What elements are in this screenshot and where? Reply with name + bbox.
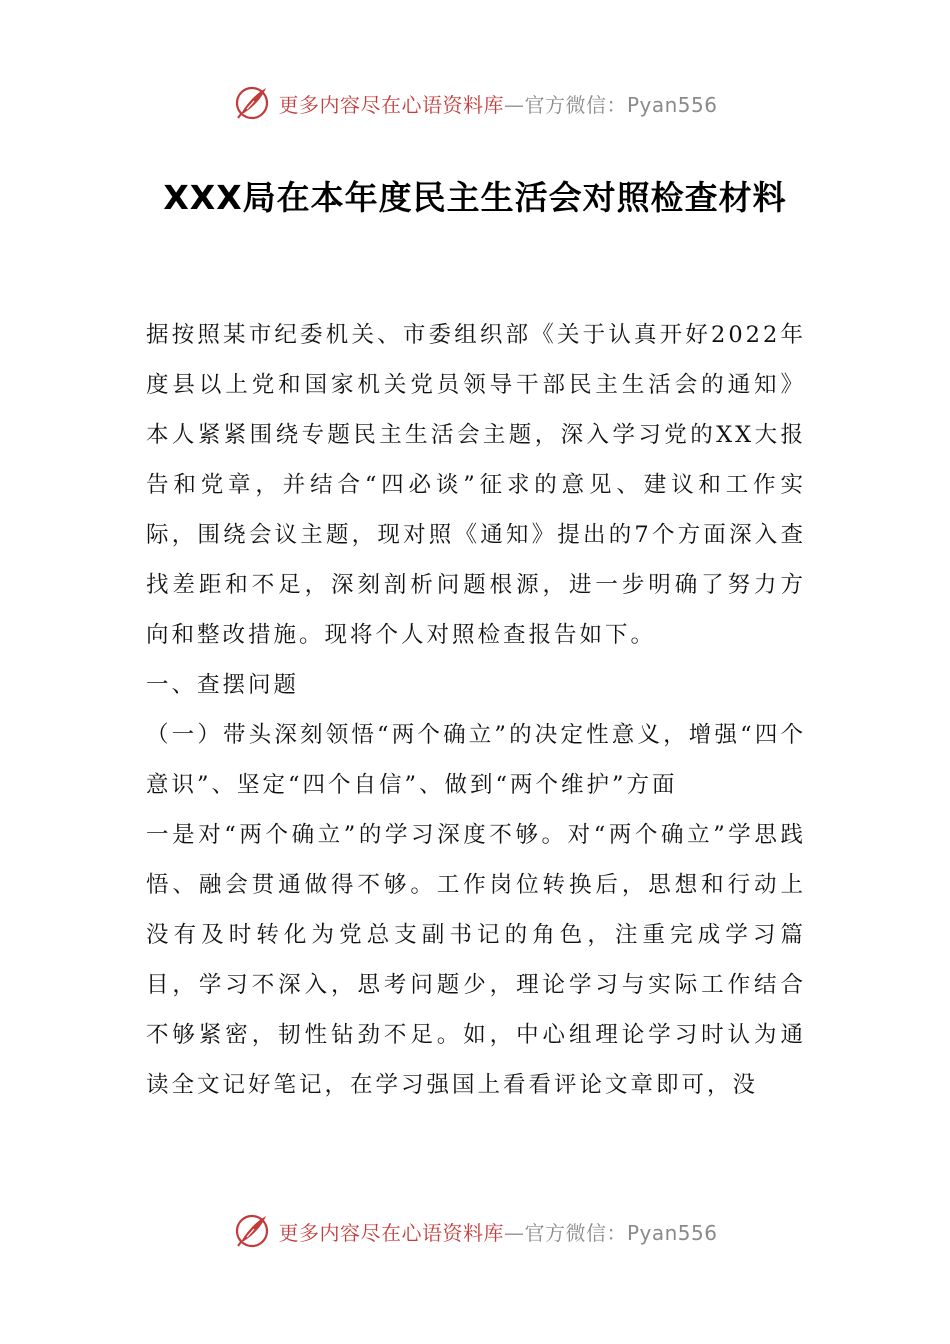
section-heading: 一、查摆问题 (146, 672, 300, 698)
watermark-text (278, 1217, 717, 1246)
intro-paragraph: 据按照某市纪委机关、市委组织部《关于认真开好2022年度县以上党和国家机关党员领导干部民主生活会的通知》本人紧紧围绕专题民主生活会主题，深入学习党的XX大报告和党章，并结合“四必谈”征求的意见、建议和工作实际，围绕会议主题，现对照《通知》提出的7个方面深入查找差距和不足，深刻剖析问题根源，进一步明确了努力方向和整改措施。现将个人对照检查报告如下。 (146, 322, 806, 648)
footer-watermark-banner (0, 1206, 950, 1256)
watermark-wechat: 官方微信：Pyan556 (524, 1220, 718, 1245)
watermark-dash: — (503, 92, 525, 117)
quill-pen-logo-icon (232, 83, 272, 123)
watermark-text (278, 89, 717, 118)
document-title: XXX局在本年度民主生活会对照检查材料 (163, 178, 787, 217)
watermark-wechat: 官方微信：Pyan556 (524, 92, 718, 117)
quill-pen-logo-icon (232, 1211, 272, 1251)
body-paragraph: 一是对“两个确立”的学习深度不够。对“两个确立”学思践悟、融会贯通做得不够。工作岗位转换后，思想和行动上没有及时转化为党总支副书记的角色，注重完成学习篇目，学习不深入，思考问题少，理论学习与实际工作结合不够紧密，韧性钻劲不足。如，中心组理论学习时认为通读全文记好笔记，在学习强国上看看评论文章即可，没 (146, 822, 806, 1098)
document-body (146, 310, 806, 1110)
subsection-heading: （一）带头深刻领悟“两个确立”的决定性意义，增强“四个意识”、坚定“四个自信”、做到“两个维护”方面 (146, 722, 806, 798)
watermark-site-name: 更多内容尽在心语资料库 (278, 92, 504, 117)
watermark-dash: — (503, 1220, 525, 1245)
header-watermark-banner (0, 78, 950, 128)
watermark-site-name: 更多内容尽在心语资料库 (278, 1220, 504, 1245)
